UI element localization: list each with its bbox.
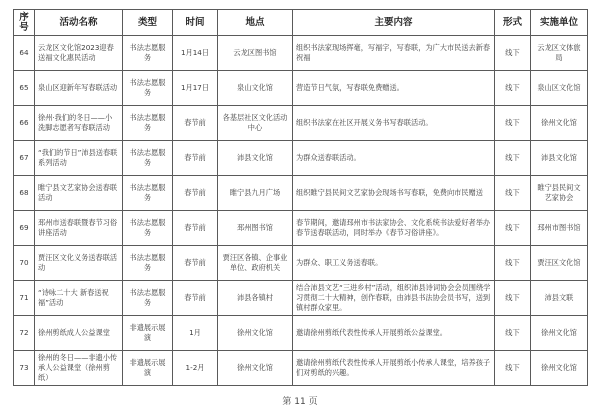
activity-type: 书法志愿服务 bbox=[123, 246, 173, 281]
activity-name: 徐州剪纸成人公益课堂 bbox=[35, 316, 123, 351]
activity-org: 贾汪区文化馆 bbox=[531, 246, 588, 281]
table-row bbox=[14, 316, 588, 351]
activity-name: 邳州市送春联暨春节习俗讲座活动 bbox=[35, 211, 123, 246]
activity-form: 线下 bbox=[495, 141, 531, 176]
activity-org: 徐州文化馆 bbox=[531, 106, 588, 141]
table-row bbox=[14, 246, 588, 281]
activity-content: 组织书法家在社区开展义务书写春联活动。 bbox=[293, 106, 495, 141]
activity-org: 睢宁县民间文艺家协会 bbox=[531, 176, 588, 211]
activity-name: “我们的节日”沛县送春联系列活动 bbox=[35, 141, 123, 176]
activity-name: “诗咏二十大 新春送祝福”活动 bbox=[35, 281, 123, 316]
activity-org: 徐州文化馆 bbox=[531, 316, 588, 351]
activity-time: 春节前 bbox=[173, 246, 218, 281]
activity-form: 线下 bbox=[495, 71, 531, 106]
activity-time: 1-2月 bbox=[173, 351, 218, 386]
activity-content: 邀请徐州剪纸代表性传承人开展剪纸小传承人课堂，培养孩子们对剪纸的兴趣。 bbox=[293, 351, 495, 386]
row-number: 68 bbox=[14, 176, 35, 211]
row-number: 64 bbox=[14, 36, 35, 71]
table-row bbox=[14, 71, 588, 106]
activity-type: 非遗展示展演 bbox=[123, 316, 173, 351]
header-form: 形式 bbox=[495, 10, 531, 36]
header-time: 时间 bbox=[173, 10, 218, 36]
activity-name: 睢宁县文艺家协会送春联活动 bbox=[35, 176, 123, 211]
activity-content: 营造节日气氛，写春联免费赠送。 bbox=[293, 71, 495, 106]
activity-time: 春节前 bbox=[173, 211, 218, 246]
activity-org: 邳州市图书馆 bbox=[531, 211, 588, 246]
table-row bbox=[14, 176, 588, 211]
table-row bbox=[14, 141, 588, 176]
row-number: 67 bbox=[14, 141, 35, 176]
table-row bbox=[14, 211, 588, 246]
activity-type: 非遗展示展演 bbox=[123, 351, 173, 386]
activity-form: 线下 bbox=[495, 281, 531, 316]
table-row bbox=[14, 36, 588, 71]
activity-type: 书法志愿服务 bbox=[123, 106, 173, 141]
activity-type: 书法志愿服务 bbox=[123, 71, 173, 106]
activity-time: 1月14日 bbox=[173, 36, 218, 71]
activity-time: 春节前 bbox=[173, 176, 218, 211]
activity-form: 线下 bbox=[495, 176, 531, 211]
activity-content: 组织睢宁县民间文艺家协会现场书写春联，免费向市民赠送 bbox=[293, 176, 495, 211]
activity-content: 邀请徐州剪纸代表性传承人开展剪纸公益课堂。 bbox=[293, 316, 495, 351]
activity-time: 春节前 bbox=[173, 281, 218, 316]
header-row bbox=[14, 10, 588, 36]
activity-name: 徐州的冬日——非遗小传承人公益课堂（徐州剪纸） bbox=[35, 351, 123, 386]
activity-type: 书法志愿服务 bbox=[123, 211, 173, 246]
row-number: 70 bbox=[14, 246, 35, 281]
row-number: 65 bbox=[14, 71, 35, 106]
row-number: 66 bbox=[14, 106, 35, 141]
activity-name: 徐州·我们的冬日——小洗脚志愿者写春联活动 bbox=[35, 106, 123, 141]
activity-place: 贾汪区各镇、企事业单位、政府机关 bbox=[218, 246, 293, 281]
activity-time: 春节前 bbox=[173, 141, 218, 176]
activity-type: 书法志愿服务 bbox=[123, 141, 173, 176]
activity-content: 为群众送春联活动。 bbox=[293, 141, 495, 176]
activity-time: 春节前 bbox=[173, 106, 218, 141]
header-name: 活动名称 bbox=[35, 10, 123, 36]
row-number: 69 bbox=[14, 211, 35, 246]
activity-place: 沛县文化馆 bbox=[218, 141, 293, 176]
activity-form: 线下 bbox=[495, 106, 531, 141]
table-row bbox=[14, 351, 588, 386]
page-number: 第 11 页 bbox=[282, 397, 318, 407]
row-number: 73 bbox=[14, 351, 35, 386]
activity-content: 为群众、职工义务送春联。 bbox=[293, 246, 495, 281]
activity-form: 线下 bbox=[495, 211, 531, 246]
activity-form: 线下 bbox=[495, 246, 531, 281]
activity-type: 书法志愿服务 bbox=[123, 281, 173, 316]
activity-org: 徐州文化馆 bbox=[531, 351, 588, 386]
activity-place: 邳州图书馆 bbox=[218, 211, 293, 246]
activity-place: 沛县各镇村 bbox=[218, 281, 293, 316]
activity-org: 泉山区文化馆 bbox=[531, 71, 588, 106]
activity-name: 云龙区文化馆2023迎春送福文化惠民活动 bbox=[35, 36, 123, 71]
activity-place: 云龙区图书馆 bbox=[218, 36, 293, 71]
activity-form: 线下 bbox=[495, 316, 531, 351]
activity-name: 贾汪区文化义务送春联活动 bbox=[35, 246, 123, 281]
table-row bbox=[14, 281, 588, 316]
activity-place: 徐州文化馆 bbox=[218, 316, 293, 351]
activity-content: 春节期间，邀请邳州市书法家协会、文化系统书法爱好者举办春节送春联活动，同时举办《春节习俗讲座》。 bbox=[293, 211, 495, 246]
header-no: 序号 bbox=[14, 10, 35, 36]
header-place: 地点 bbox=[218, 10, 293, 36]
activity-content: 结合沛县文艺“三进乡村”活动，组织沛县诗词协会会员围绕学习贯彻二十大精神，创作春联，由沛县书法协会员书写，送到镇村群众家里。 bbox=[293, 281, 495, 316]
header-type: 类型 bbox=[123, 10, 173, 36]
activity-form: 线下 bbox=[495, 351, 531, 386]
activity-org: 沛县文联 bbox=[531, 281, 588, 316]
activity-place: 徐州文化馆 bbox=[218, 351, 293, 386]
activity-form: 线下 bbox=[495, 36, 531, 71]
activity-name: 泉山区迎新年写春联活动 bbox=[35, 71, 123, 106]
activity-type: 书法志愿服务 bbox=[123, 36, 173, 71]
activity-table bbox=[13, 9, 588, 386]
activity-place: 睢宁县九月广场 bbox=[218, 176, 293, 211]
table-row bbox=[14, 106, 588, 141]
activity-content: 组织书法家现场挥毫，写福字，写春联，为广大市民送去新春祝福 bbox=[293, 36, 495, 71]
activity-place: 泉山文化馆 bbox=[218, 71, 293, 106]
header-org: 实施单位 bbox=[531, 10, 588, 36]
activity-time: 1月17日 bbox=[173, 71, 218, 106]
activity-type: 书法志愿服务 bbox=[123, 176, 173, 211]
row-number: 72 bbox=[14, 316, 35, 351]
activity-org: 沛县文化馆 bbox=[531, 141, 588, 176]
activity-place: 各基层社区文化活动中心 bbox=[218, 106, 293, 141]
header-content: 主要内容 bbox=[293, 10, 495, 36]
activity-time: 1月 bbox=[173, 316, 218, 351]
row-number: 71 bbox=[14, 281, 35, 316]
activity-org: 云龙区文体旅局 bbox=[531, 36, 588, 71]
